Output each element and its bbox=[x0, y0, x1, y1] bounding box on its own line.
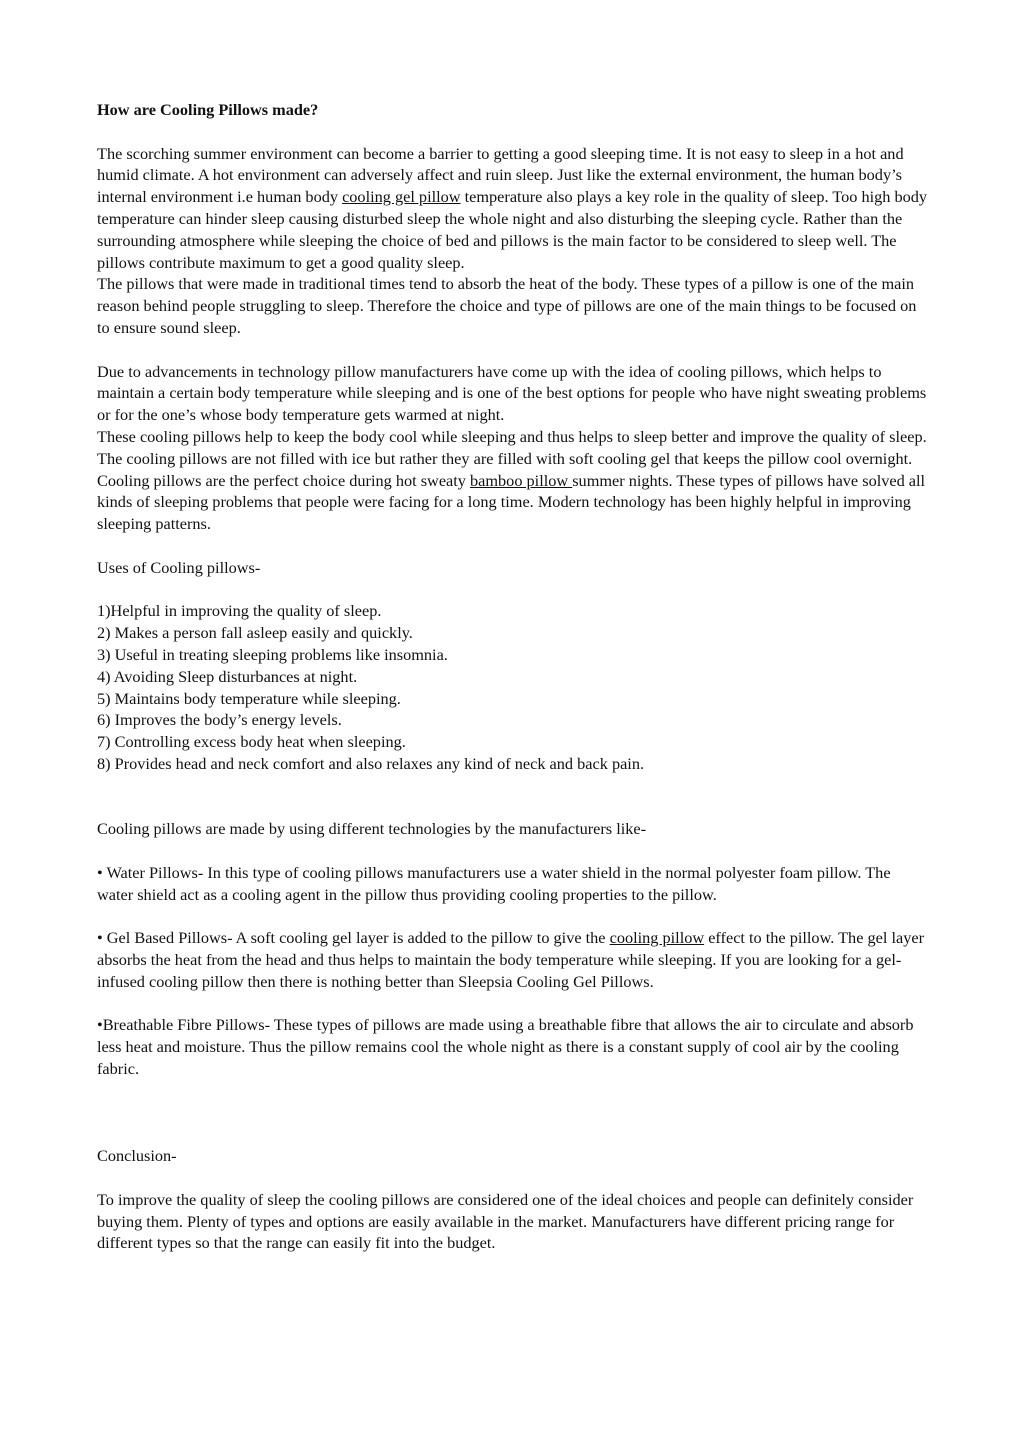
fibre-pillows-paragraph: •Breathable Fibre Pillows- These types of pillows are made using a breathable fibre that allows the air to circulate and absorb less heat and moisture. Thus the pillow remains cool the whole night as there is a constant supply of cool air by the cooling fabric. bbox=[97, 1015, 914, 1079]
intro-paragraph-2: The pillows that were made in traditional times tend to absorb the heat of the body. These types of a pillow is one of the main reason behind people struggling to sleep. Therefore the choice and type of pillows are one of the main things to be focused on to ensure sound sleep. bbox=[97, 274, 917, 337]
document-page bbox=[97, 99, 929, 1254]
spacer bbox=[97, 905, 929, 927]
gel-text-b: effect to the pillow. The gel layer absorbs the heat from the head and thus helps to maintain the body temperature while sleeping. If you are looking for a gel-infused cooling pillow then there is nothing better than Sleepsia Cooling Gel Pillows. bbox=[97, 928, 924, 991]
spacer bbox=[97, 535, 929, 557]
conclusion-heading: Conclusion- bbox=[97, 1146, 177, 1166]
gel-pillows-paragraph bbox=[97, 927, 929, 992]
list-item: 5) Maintains body temperature while sleeping. bbox=[97, 688, 401, 708]
water-pillows-paragraph: • Water Pillows- In this type of cooling pillows manufacturers use a water shield in the normal polyester foam pillow. The water shield act as a cooling agent in the pillow thus providing cooling properties to the pillow. bbox=[97, 862, 891, 904]
list-item: 6) Improves the body’s energy levels. bbox=[97, 710, 342, 730]
list-item: 7) Controlling excess body heat when sleeping. bbox=[97, 732, 406, 752]
advancements-paragraph-3 bbox=[97, 448, 929, 535]
spacer bbox=[97, 993, 929, 1015]
advancements-text-a: The cooling pillows are not filled with ice but rather they are filled with soft cooling gel that keeps the pillow cool overnight. Cooling pillows are the perfect choice during hot sweaty bbox=[97, 448, 913, 490]
spacer bbox=[97, 121, 929, 143]
advancements-paragraph-1: Due to advancements in technology pillow manufacturers have come up with the idea of cooling pillows, which helps to maintain a certain body temperature while sleeping and is one of the best options for people who have night sweating problems or for the one’s whose body temperature gets warmed at night. bbox=[97, 361, 927, 425]
technologies-heading: Cooling pillows are made by using different technologies by the manufacturers like- bbox=[97, 819, 647, 839]
bamboo-pillow-link[interactable]: bamboo pillow bbox=[470, 470, 573, 490]
intro-paragraph-1 bbox=[97, 143, 929, 274]
cooling-pillow-link[interactable]: cooling pillow bbox=[609, 928, 705, 948]
list-item: 1)Helpful in improving the quality of sleep. bbox=[97, 601, 382, 621]
list-item: 4) Avoiding Sleep disturbances at night. bbox=[97, 666, 358, 686]
conclusion-paragraph: To improve the quality of sleep the cooling pillows are considered one of the ideal choices and people can definitely consider buying them. Plenty of types and options are easily available in the market. Manufacturers have different pricing range for different types so that the range can easily fit into the budget. bbox=[97, 1189, 914, 1253]
list-item: 8) Provides head and neck comfort and also relaxes any kind of neck and back pain. bbox=[97, 753, 645, 773]
list-item: 3) Useful in treating sleeping problems like insomnia. bbox=[97, 644, 448, 664]
uses-list bbox=[97, 600, 929, 774]
spacer bbox=[97, 1080, 929, 1145]
uses-heading: Uses of Cooling pillows- bbox=[97, 557, 261, 577]
list-item: 2) Makes a person fall asleep easily and quickly. bbox=[97, 623, 413, 643]
spacer bbox=[97, 579, 929, 601]
spacer bbox=[97, 1167, 929, 1189]
cooling-gel-pillow-link[interactable]: cooling gel pillow bbox=[342, 187, 461, 207]
intro-text-a: The scorching summer environment can become a barrier to getting a good sleeping time. It is not easy to sleep in a hot and humid climate. A hot environment can adversely affect and ruin sleep. Just like the external environment, the human body’s internal environment i.e human body bbox=[97, 143, 904, 207]
spacer bbox=[97, 339, 929, 361]
document-title: How are Cooling Pillows made? bbox=[97, 100, 319, 119]
spacer bbox=[97, 840, 929, 862]
intro-text-b: temperature also plays a key role in the quality of sleep. Too high body temperature can hinder sleep causing disturbed sleep the whole night and also disturbing the sleeping cycle. Rather than the surrounding atmosphere while sleeping the choice of bed and pillows is the main factor to be considered to sleep well. The pillows contribute maximum to get a good quality sleep. bbox=[97, 187, 928, 272]
spacer bbox=[97, 775, 929, 819]
advancements-paragraph-2: These cooling pillows help to keep the body cool while sleeping and thus helps to sleep better and improve the quality of sleep. bbox=[97, 426, 927, 446]
advancements-text-b: summer nights. These types of pillows have solved all kinds of sleeping problems that people were facing for a long time. Modern technology has been highly helpful in improving sleeping patterns. bbox=[97, 470, 926, 534]
gel-text-a: • Gel Based Pillows- A soft cooling gel layer is added to the pillow to give the bbox=[97, 928, 610, 948]
